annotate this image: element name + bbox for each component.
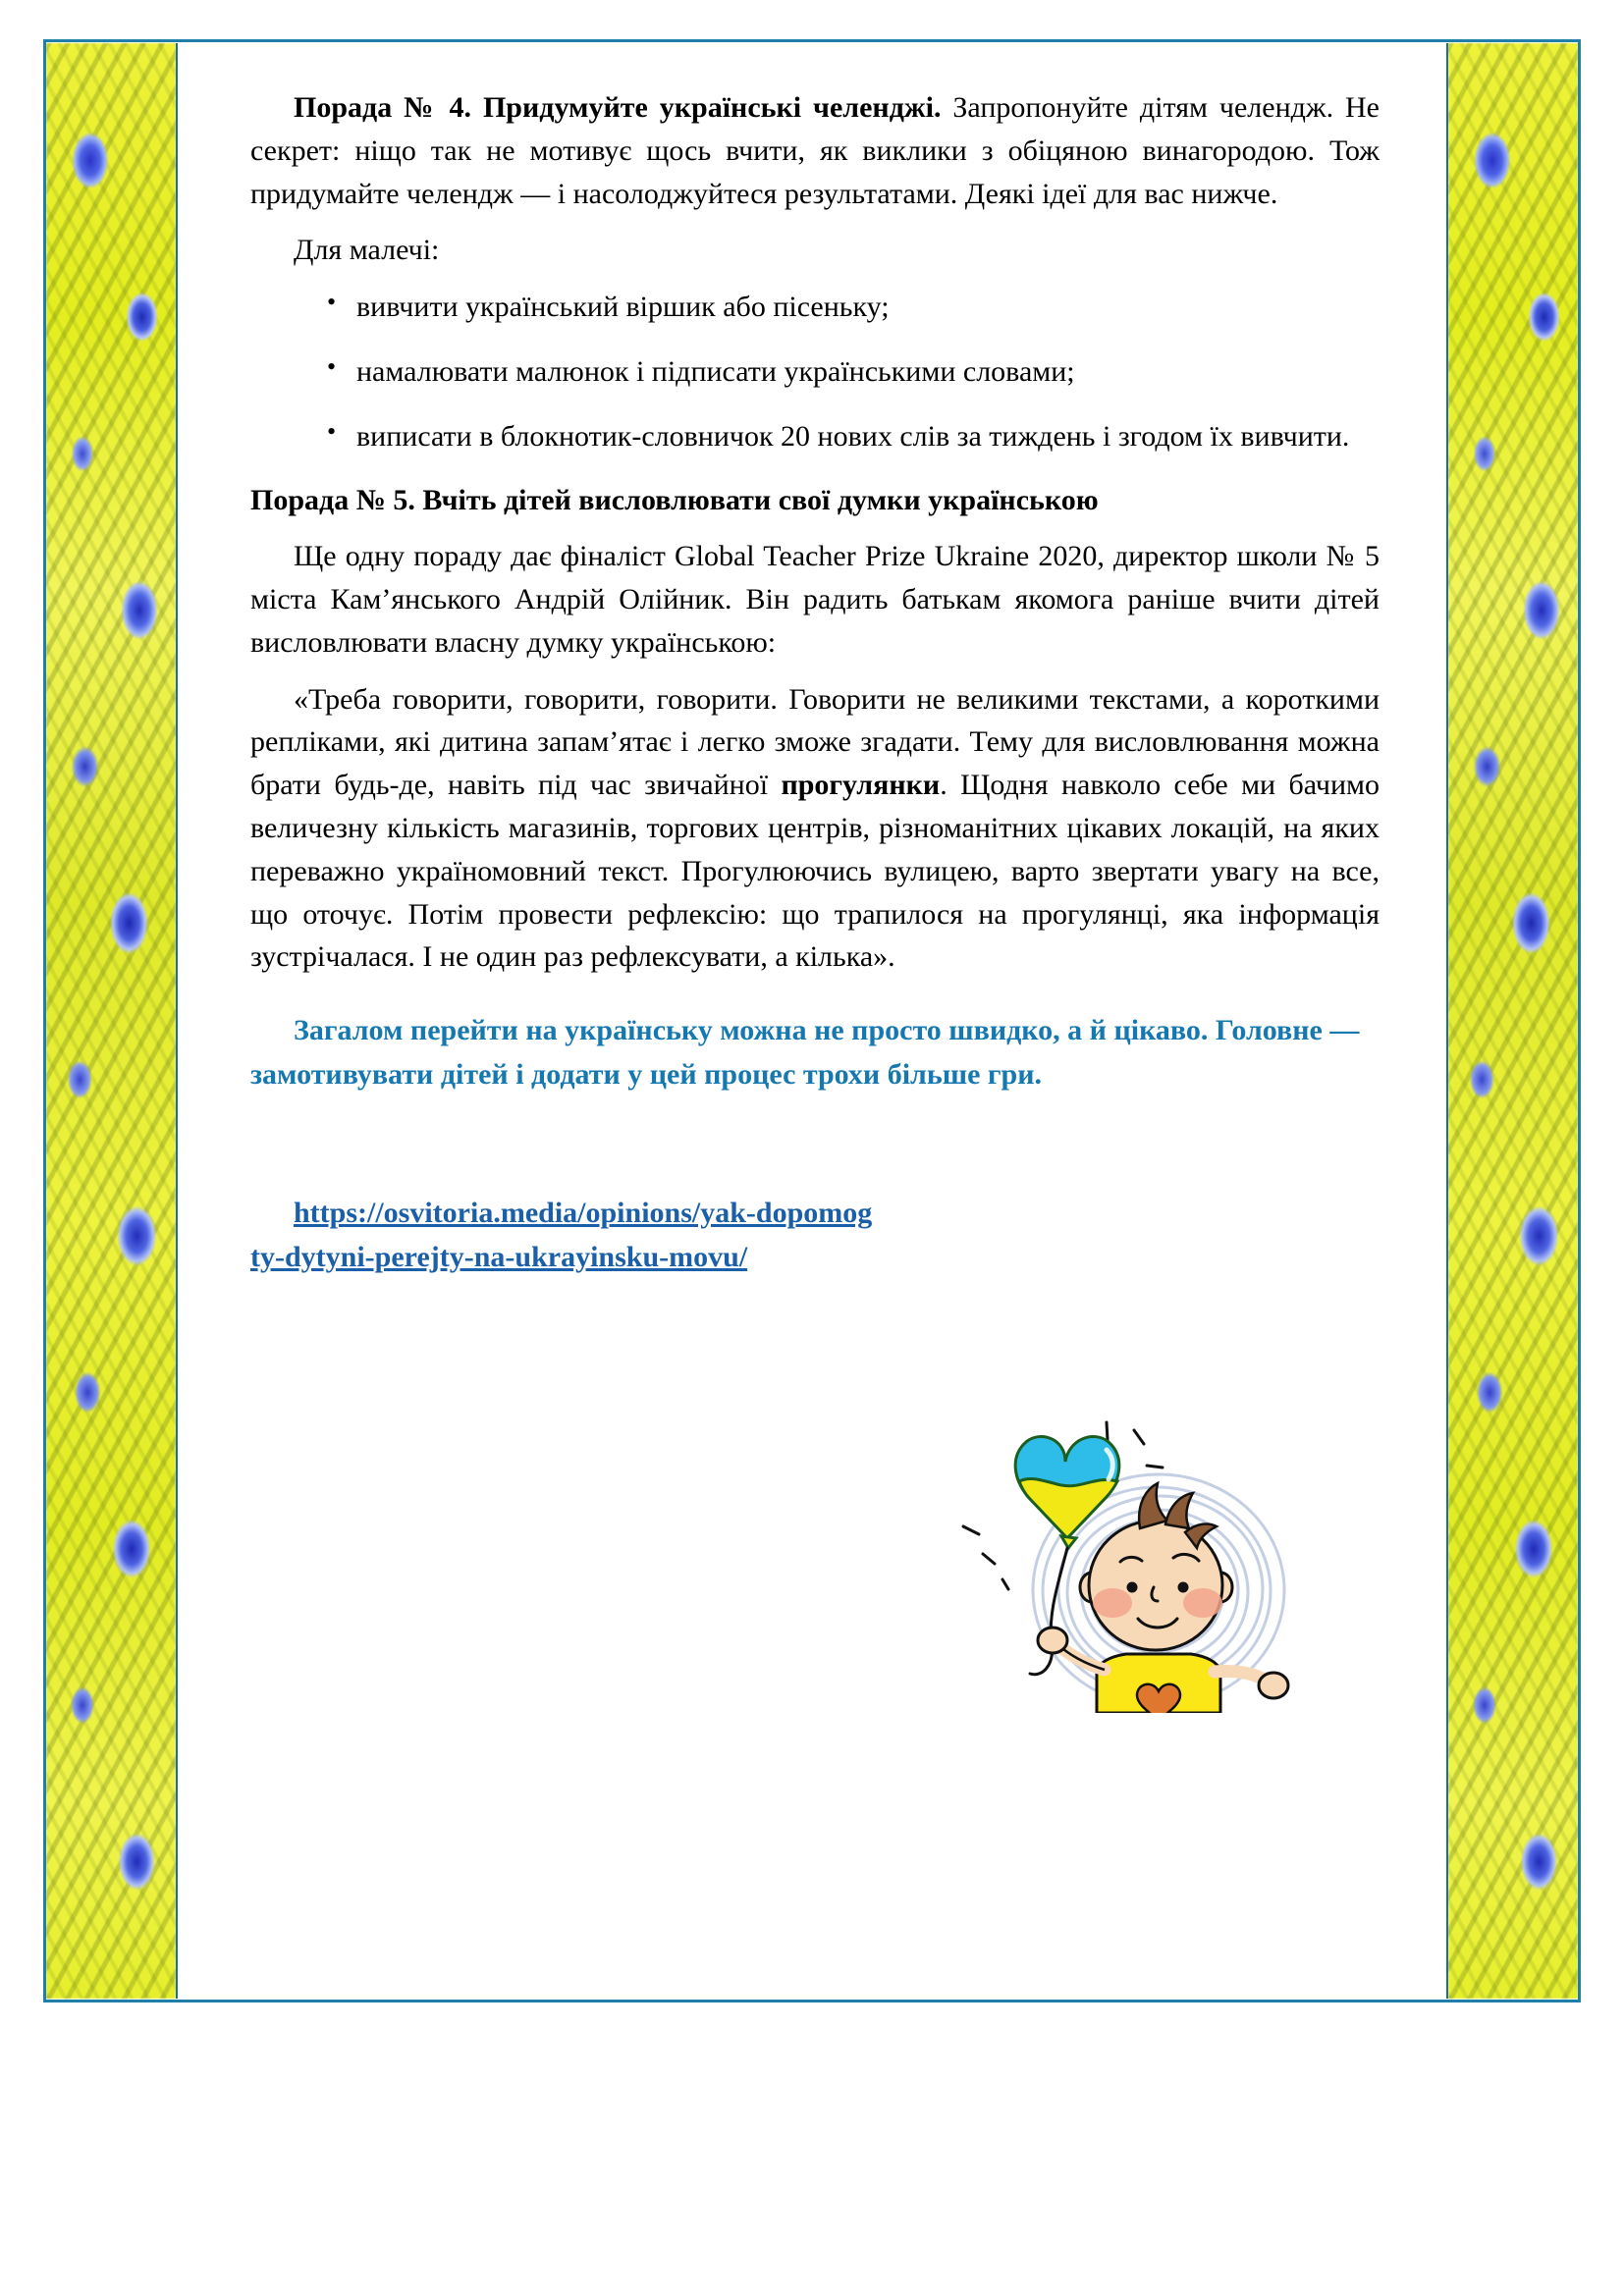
tip-4-body: Запропонуйте дітям челендж. Не секрет: ніщо так не мотивує щось вчити, як виклики з обіцяною винагородою. Тож придумайте челендж — і насолоджуйтеся результатами. Деякі ідеї для вас нижче.: [250, 91, 1380, 210]
ideas-bullet-list: [250, 286, 1380, 457]
source-url-link[interactable]: https://osvitoria.media/opinions/yak-dopomogty-dytyni-perejty-na-ukrayinsku-movu/: [250, 1197, 873, 1274]
text-column: [250, 86, 1380, 1279]
left-border-rule: [176, 43, 178, 1999]
child-balloon-illustration: [957, 1379, 1311, 1713]
source-link-block: [250, 1191, 879, 1279]
highlight-callout: Загалом перейти на українську можна не просто швидко, а й цікаво. Головне — замотивувати дітей і додати у цей процес трохи більше гри.: [250, 1014, 1360, 1092]
list-item: • вивчити український віршик або пісеньку;: [327, 286, 1380, 329]
list-item: • намалювати малюнок і підписати українськими словами;: [327, 350, 1380, 394]
quote-part-1: «Треба говорити, говорити, говорити. Говорити не великими текстами, а короткими репліками, які дитина запам’ятає і легко зможе згадати. Тему для висловлювання можна брати будь-де, навіть під час звичайної: [250, 682, 1380, 802]
tip-5-heading: Порада № 5. Вчіть дітей висловлювати свої думки українською: [250, 483, 1099, 516]
left-floral-border: [46, 43, 176, 1999]
quote-paragraph: [250, 678, 1380, 980]
quote-part-2: . Щодня навколо себе ми бачимо величезну кількість магазинів, торгових центрів, різноманітних цікавих локацій, на яких переважно україномовний текст. Прогулюючись вулицею, варто звертати увагу на все, що оточує. Потім провести рефлексію: що трапилося на прогулянці, яка інформація зустрічалася. І не один раз рефлексувати, а кілька».: [250, 769, 1380, 974]
for-little-ones-label: Для малечі:: [294, 234, 440, 267]
quote-bold-word: прогулянки: [781, 769, 941, 802]
tip-4-paragraph: [250, 86, 1380, 215]
tip-4-lead: Порада № 4. Придумуйте українські челенджі.: [294, 91, 942, 124]
list-item: • виписати в блокнотик-словничок 20 нових слів за тиждень і згодом їх вивчити.: [327, 415, 1380, 458]
right-floral-border: [1448, 43, 1578, 1999]
tip-5-paragraph: Ще одну пораду дає фіналіст Global Teacher Prize Ukraine 2020, директор школи № 5 міста Кам’янського Андрій Олійник. Він радить батькам якомога раніше вчити дітей висловлювати власну думку українською:: [250, 540, 1380, 659]
right-border-rule: [1446, 43, 1448, 1999]
